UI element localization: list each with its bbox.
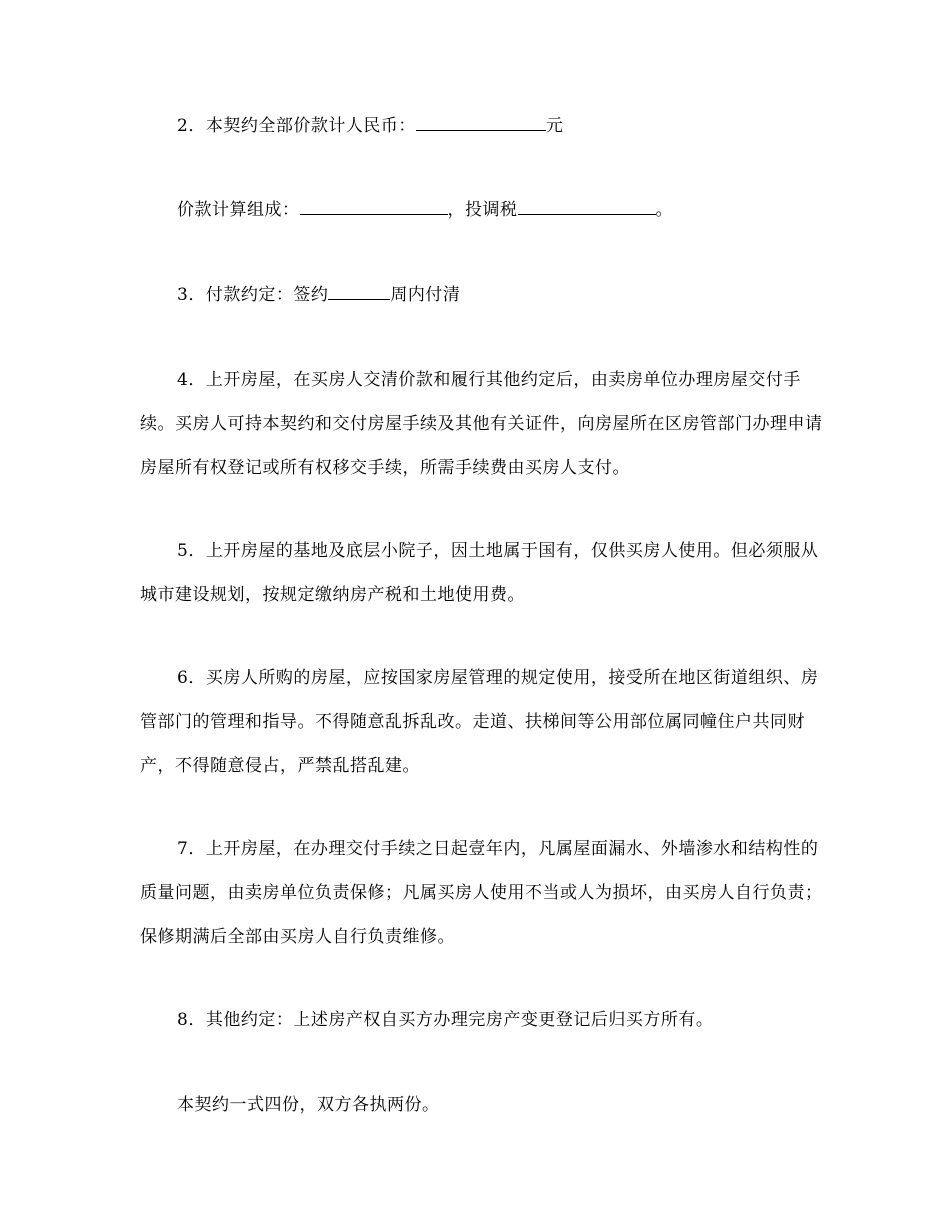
clause-2-number: 2． — [177, 116, 206, 136]
tax-label: 投调税 — [465, 200, 518, 220]
tax-blank — [518, 196, 656, 215]
clause-7-warranty: 7．上开房屋，在办理交付手续之日起壹年内，凡属屋面漏水、外墙渗水和结构性的质量问题，由卖房单位负责保修；凡属买房人使用不当或人为损坏，由买房人自行负责；保修期满后全部由买房人自行负责维修。 — [140, 839, 823, 947]
clause-3-text-before: 付款约定：签约 — [205, 285, 329, 305]
clause-2-price — [140, 104, 830, 148]
clause-3-payment — [140, 273, 830, 317]
composition-comma: ， — [447, 200, 465, 220]
clause-3-text-after: 周内付清 — [390, 285, 461, 305]
total-price-blank — [416, 112, 546, 131]
currency-unit: 元 — [545, 116, 564, 136]
clause-8-other — [140, 998, 830, 1042]
closing-statement: 本契约一式四份，双方各执两份。 — [177, 1095, 440, 1115]
composition-end: 。 — [655, 200, 673, 220]
clause-4-handover: 4．上开房屋，在买房人交清价款和履行其他约定后，由卖房单位办理房屋交付手续。买房人可持本契约和交付房屋手续及其他有关证件，向房屋所在区房管部门办理申请房屋所有权登记或所有权移交手续，所需手续费由买房人支付。 — [140, 370, 823, 478]
clause-2-composition — [177, 188, 837, 232]
payment-weeks-blank — [328, 281, 390, 300]
clause-2-text: 本契约全部价款计人民币： — [205, 116, 416, 136]
clause-8-number: 8． — [177, 1010, 206, 1030]
composition-blank — [300, 196, 448, 215]
clause-8-text: 其他约定：上述房产权自买方办理完房产变更登记后归买方所有。 — [205, 1010, 714, 1030]
composition-label: 价款计算组成： — [177, 200, 300, 220]
clause-3-number: 3． — [177, 285, 206, 305]
clause-6-usage: 6．买房人所购的房屋，应按国家房屋管理的规定使用，接受所在地区街道组织、房管部门的管理和指导。不得随意乱拆乱改。走道、扶梯间等公用部位属同幢住户共同财产，不得随意侵占，严禁乱搭乱建。 — [140, 668, 819, 776]
clause-5-land: 5．上开房屋的基地及底层小院子，因土地属于国有，仅供买房人使用。但必须服从城市建设规划，按规定缴纳房产税和土地使用费。 — [140, 541, 819, 605]
